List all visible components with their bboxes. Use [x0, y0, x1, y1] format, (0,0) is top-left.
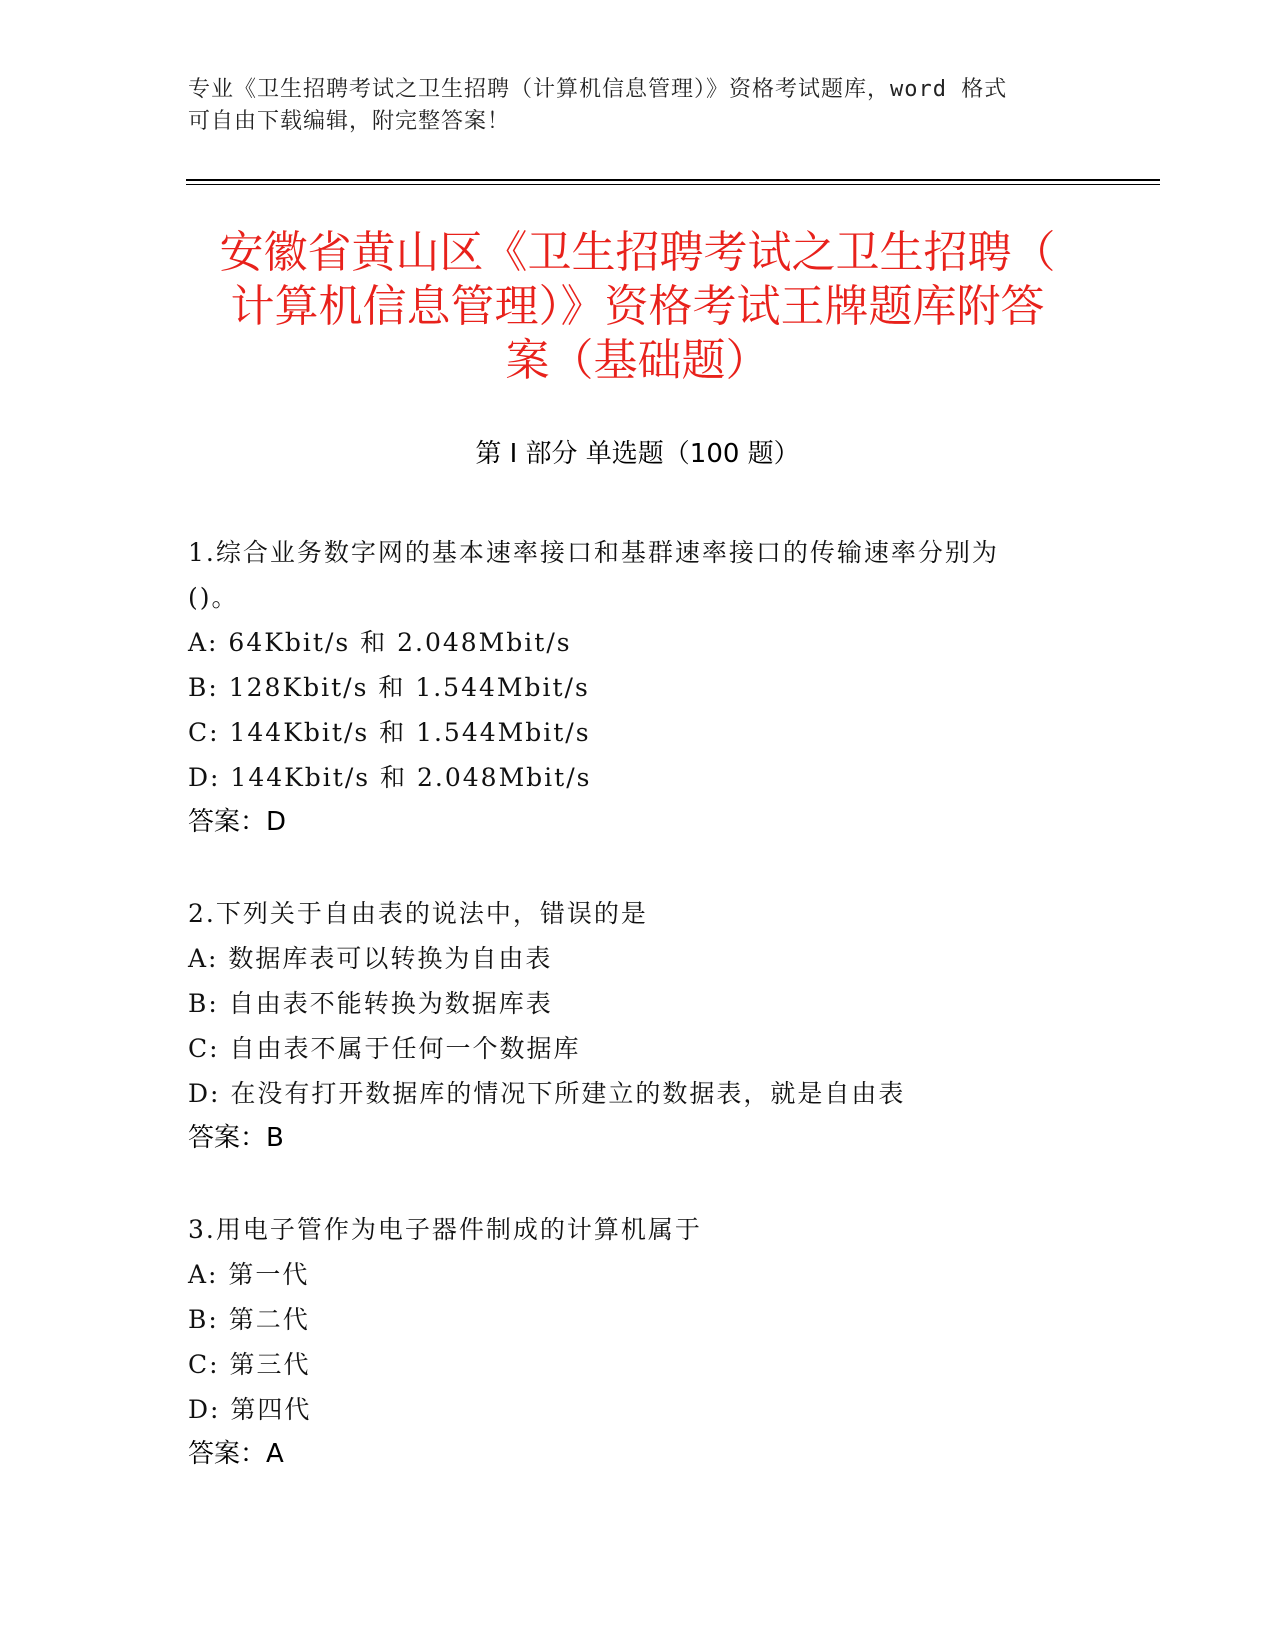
question-1: [188, 530, 1088, 845]
question-list: [188, 530, 1088, 1523]
question-stem: 3.用电子管作为电子器件制成的计算机属于: [188, 1215, 702, 1244]
document-title: [150, 226, 1125, 388]
document-title-line-3: 案（基础题）: [505, 335, 770, 386]
question-2: [188, 891, 1088, 1161]
option-b: B: 128Kbit/s 和 1.544Mbit/s: [188, 673, 590, 702]
option-d: D: 在没有打开数据库的情况下所建立的数据表，就是自由表: [188, 1079, 906, 1108]
option-a: A: 第一代: [188, 1260, 310, 1289]
header-note-line-1: 专业《卫生招聘考试之卫生招聘（计算机信息管理）》资格考试题库，word 格式: [188, 77, 1008, 102]
section-title: 第 I 部分 单选题（100 题）: [475, 439, 800, 469]
header-divider-thick: [186, 179, 1160, 181]
option-b: B: 自由表不能转换为数据库表: [188, 989, 553, 1018]
answer: 答案：D: [188, 807, 287, 837]
document-title-line-1: 安徽省黄山区《卫生招聘考试之卫生招聘（: [219, 227, 1056, 278]
header-note: [188, 74, 1088, 138]
option-c: C: 144Kbit/s 和 1.544Mbit/s: [188, 718, 591, 747]
answer: 答案：A: [188, 1439, 284, 1469]
option-c: C: 自由表不属于任何一个数据库: [188, 1034, 581, 1063]
question-stem: 1.综合业务数字网的基本速率接口和基群速率接口的传输速率分别为: [188, 538, 999, 567]
header-divider-thin: [186, 184, 1160, 185]
question-stem: 2.下列关于自由表的说法中，错误的是: [188, 899, 648, 928]
option-c: C: 第三代: [188, 1350, 311, 1379]
answer: 答案：B: [188, 1123, 284, 1153]
option-d: D: 144Kbit/s 和 2.048Mbit/s: [188, 763, 592, 792]
header-note-line-2: 可自由下载编辑，附完整答案！: [188, 109, 511, 134]
question-3: [188, 1207, 1088, 1477]
option-d: D: 第四代: [188, 1395, 312, 1424]
option-a: A: 数据库表可以转换为自由表: [188, 944, 553, 973]
question-stem-continued: ()。: [188, 583, 239, 612]
option-a: A: 64Kbit/s 和 2.048Mbit/s: [188, 628, 572, 657]
document-title-line-2: 计算机信息管理）》资格考试王牌题库附答: [230, 281, 1045, 332]
option-b: B: 第二代: [188, 1305, 310, 1334]
